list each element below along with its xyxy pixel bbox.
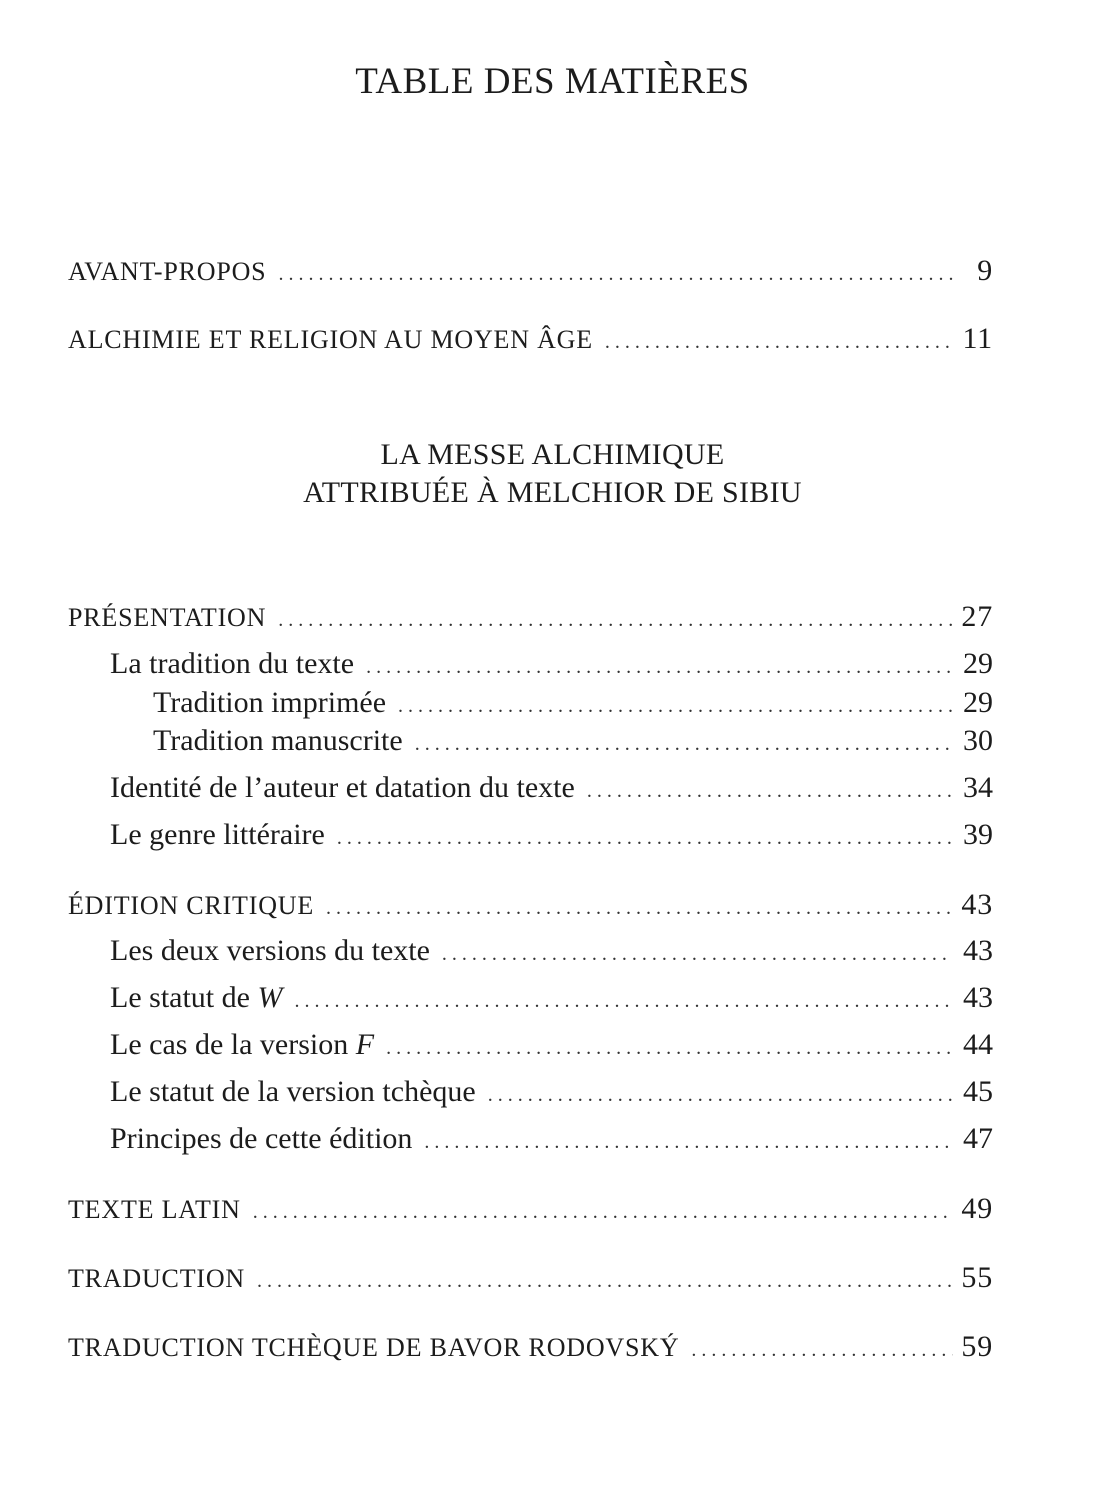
toc-entry-cas-version-f[interactable] xyxy=(110,1028,993,1062)
toc-entry-texte-latin[interactable] xyxy=(68,1192,993,1226)
toc-entry-label: Principes de cette édition xyxy=(110,1122,413,1155)
toc-page-number: 49 xyxy=(961,1192,993,1225)
toc-entry-label-text: Le statut de xyxy=(110,981,250,1014)
toc-page-number: 9 xyxy=(977,254,993,287)
toc-entry-label: TRADUCTION TCHÈQUE DE BAVOR RODOVSKÝ xyxy=(68,1333,680,1362)
toc-entry-label: Le genre littéraire xyxy=(110,818,325,851)
leader-dots xyxy=(488,1084,953,1107)
toc-page-number: 34 xyxy=(963,771,993,804)
toc-entry-alchimie-et-religion[interactable] xyxy=(68,322,993,356)
toc-entry-label: Tradition manuscrite xyxy=(153,724,403,757)
toc-entry-label-italic: F xyxy=(355,1028,375,1061)
leader-dots xyxy=(691,1339,953,1362)
toc-entry-label: TEXTE LATIN xyxy=(68,1195,241,1224)
leader-dots xyxy=(294,990,953,1013)
toc-entry-label-italic: W xyxy=(257,981,283,1014)
toc-entry-label: TRADUCTION xyxy=(68,1264,245,1293)
toc-entry-label: Le statut de la version tchèque xyxy=(110,1075,476,1108)
toc-page-number: 43 xyxy=(963,934,993,967)
toc-entry-label: Identité de l’auteur et datation du texte xyxy=(110,771,575,804)
toc-page-number: 55 xyxy=(961,1261,993,1294)
toc-entry-tradition-imprimee[interactable] xyxy=(153,686,993,720)
toc-entry-label: Les deux versions du texte xyxy=(110,934,430,967)
toc-entry-label: Tradition imprimée xyxy=(153,686,387,719)
page-title: TABLE DES MATIÈRES xyxy=(355,61,750,102)
toc-entry-statut-version-tcheque[interactable] xyxy=(110,1075,993,1109)
toc-entry-label: ALCHIMIE ET RELIGION AU MOYEN ÂGE xyxy=(68,325,593,354)
toc-entry-identite-auteur[interactable] xyxy=(110,771,993,805)
toc-page-number: 43 xyxy=(963,981,993,1014)
toc-page-number: 30 xyxy=(963,724,993,757)
toc-entry-label: La tradition du texte xyxy=(110,647,355,680)
toc-entry-label: ÉDITION CRITIQUE xyxy=(68,891,315,920)
toc-entry-presentation[interactable] xyxy=(68,600,993,634)
toc-page-number: 27 xyxy=(961,600,993,633)
toc-entry-tradition-du-texte[interactable] xyxy=(110,647,993,681)
leader-dots xyxy=(415,733,953,756)
toc-page-number: 59 xyxy=(961,1330,993,1363)
toc-entry-label-text: Le cas de la version xyxy=(110,1028,349,1061)
toc-entry-genre-litteraire[interactable] xyxy=(110,818,993,852)
toc-entry-principes-edition[interactable] xyxy=(110,1122,993,1156)
leader-dots xyxy=(337,827,953,850)
leader-dots xyxy=(442,943,953,966)
toc-page-number: 45 xyxy=(963,1075,993,1108)
toc-entry-label xyxy=(110,1028,374,1062)
leader-dots xyxy=(278,263,953,286)
leader-dots xyxy=(326,897,953,920)
leader-dots xyxy=(386,1037,953,1060)
leader-dots xyxy=(587,780,953,803)
toc-entry-label xyxy=(110,981,282,1015)
section-heading-line-1: LA MESSE ALCHIMIQUE xyxy=(380,438,725,471)
toc-entry-statut-de-w[interactable] xyxy=(110,981,993,1015)
toc-page-number: 44 xyxy=(963,1028,993,1061)
leader-dots xyxy=(253,1201,953,1224)
leader-dots xyxy=(605,331,953,354)
toc-entry-edition-critique[interactable] xyxy=(68,888,993,922)
toc-entry-label: AVANT-PROPOS xyxy=(68,257,267,286)
leader-dots xyxy=(398,695,953,718)
toc-entry-avant-propos[interactable] xyxy=(68,254,993,288)
toc-page-number: 47 xyxy=(963,1122,993,1155)
section-heading-line-2: ATTRIBUÉE À MELCHIOR DE SIBIU xyxy=(303,476,802,509)
toc-page-number: 29 xyxy=(963,647,993,680)
toc-entry-traduction[interactable] xyxy=(68,1261,993,1295)
leader-dots xyxy=(366,656,953,679)
toc-page-number: 39 xyxy=(963,818,993,851)
leader-dots xyxy=(257,1270,953,1293)
toc-entry-traduction-tcheque[interactable] xyxy=(68,1330,993,1364)
toc-entry-tradition-manuscrite[interactable] xyxy=(153,724,993,758)
toc-page-number: 43 xyxy=(961,888,993,921)
toc-page-number: 29 xyxy=(963,686,993,719)
toc-entry-label: PRÉSENTATION xyxy=(68,603,267,632)
toc-entry-deux-versions[interactable] xyxy=(110,934,993,968)
toc-page-number: 11 xyxy=(962,322,993,355)
leader-dots xyxy=(278,609,953,632)
leader-dots xyxy=(424,1131,953,1154)
